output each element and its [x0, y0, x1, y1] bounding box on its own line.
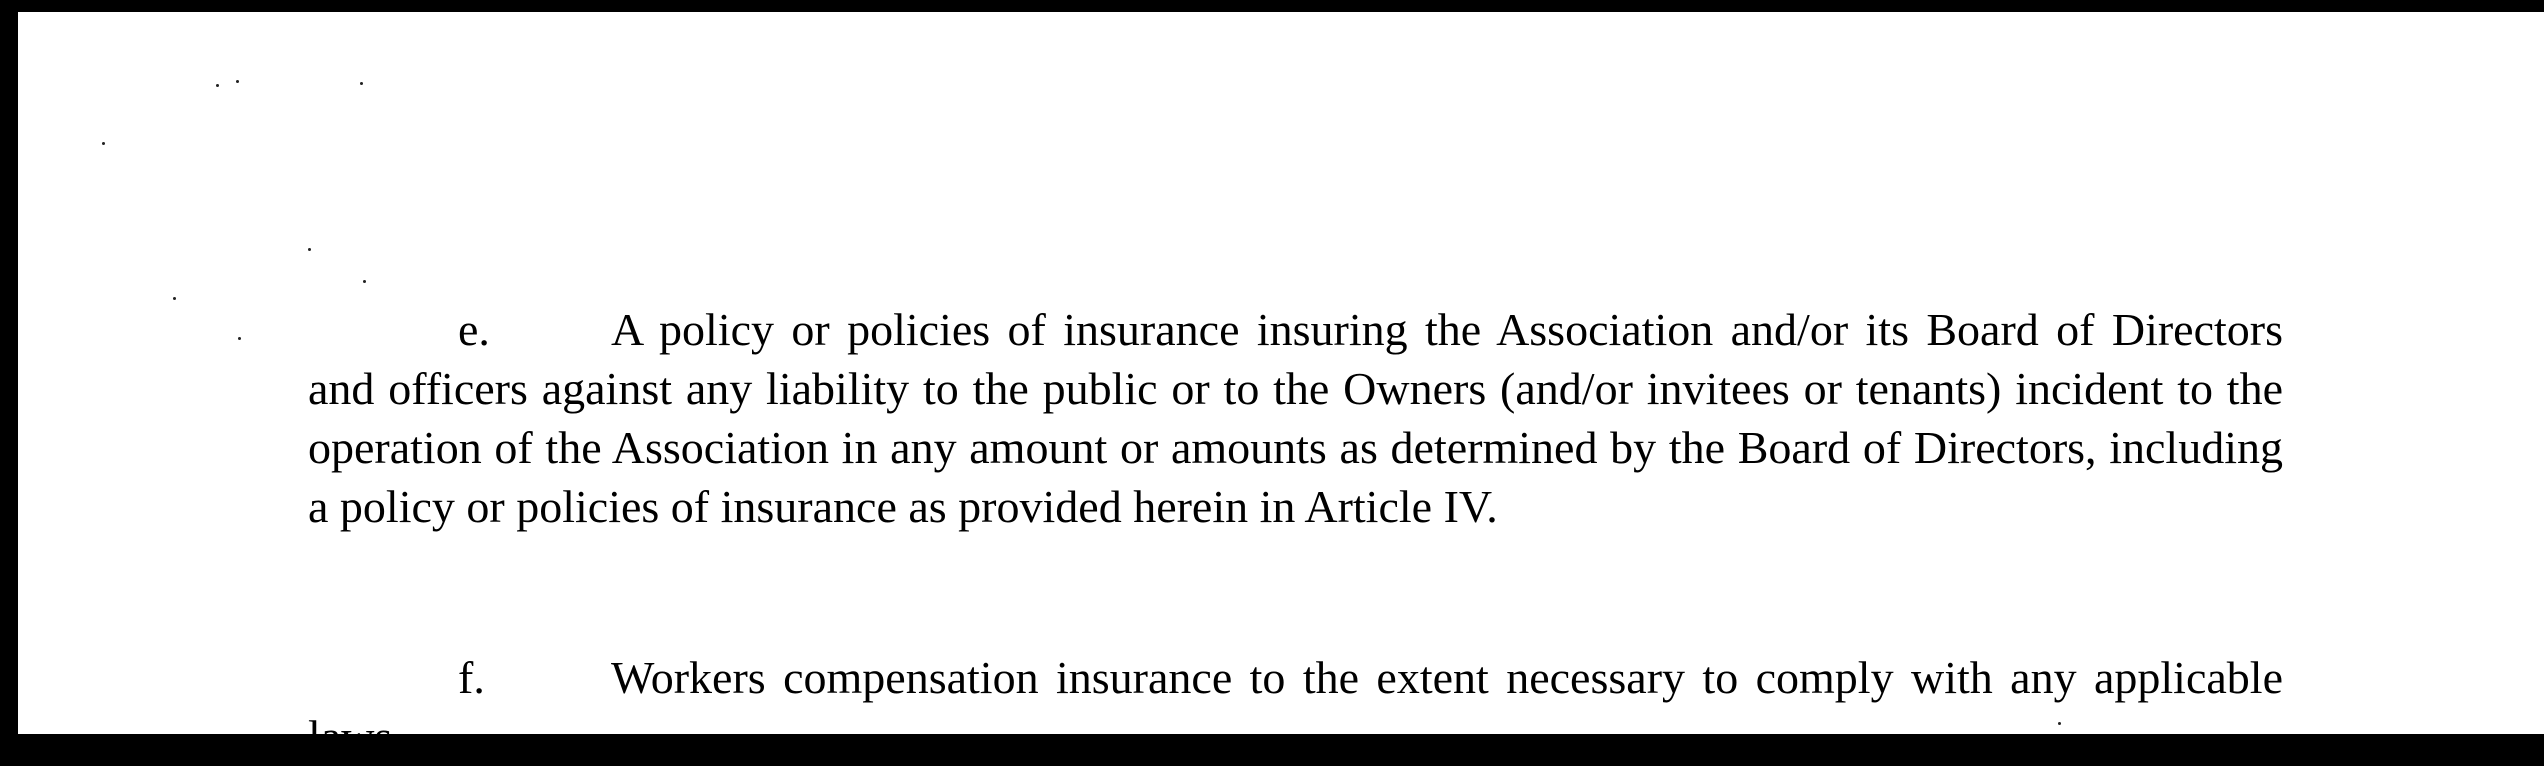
scan-speck [236, 80, 239, 83]
paragraph-text: A policy or policies of insurance insuring the Association and/or its Board of Directors and officers against any liability to the public or to the Owners (and/or invitees or tenants) incident to the operation of the Association in any amount or amounts as determined by the Board of Directors, including a policy or policies of insurance as provided herein in Article IV. [308, 304, 2283, 532]
scan-speck [173, 297, 176, 300]
scan-speck [308, 248, 311, 251]
paragraph-text: Workers compensation insurance to the extent necessary to comply with any applicable laws. [308, 652, 2283, 762]
scan-speck [360, 82, 363, 85]
paragraph-f [308, 648, 2283, 766]
scan-speck [102, 142, 105, 145]
scan-speck [238, 337, 241, 340]
scan-speck [363, 280, 366, 283]
paragraph-marker: e. [458, 304, 490, 355]
paragraph-e [308, 300, 2283, 536]
paragraph-marker: f. [458, 652, 485, 703]
scan-speck [216, 84, 219, 87]
document-page [18, 12, 2544, 762]
